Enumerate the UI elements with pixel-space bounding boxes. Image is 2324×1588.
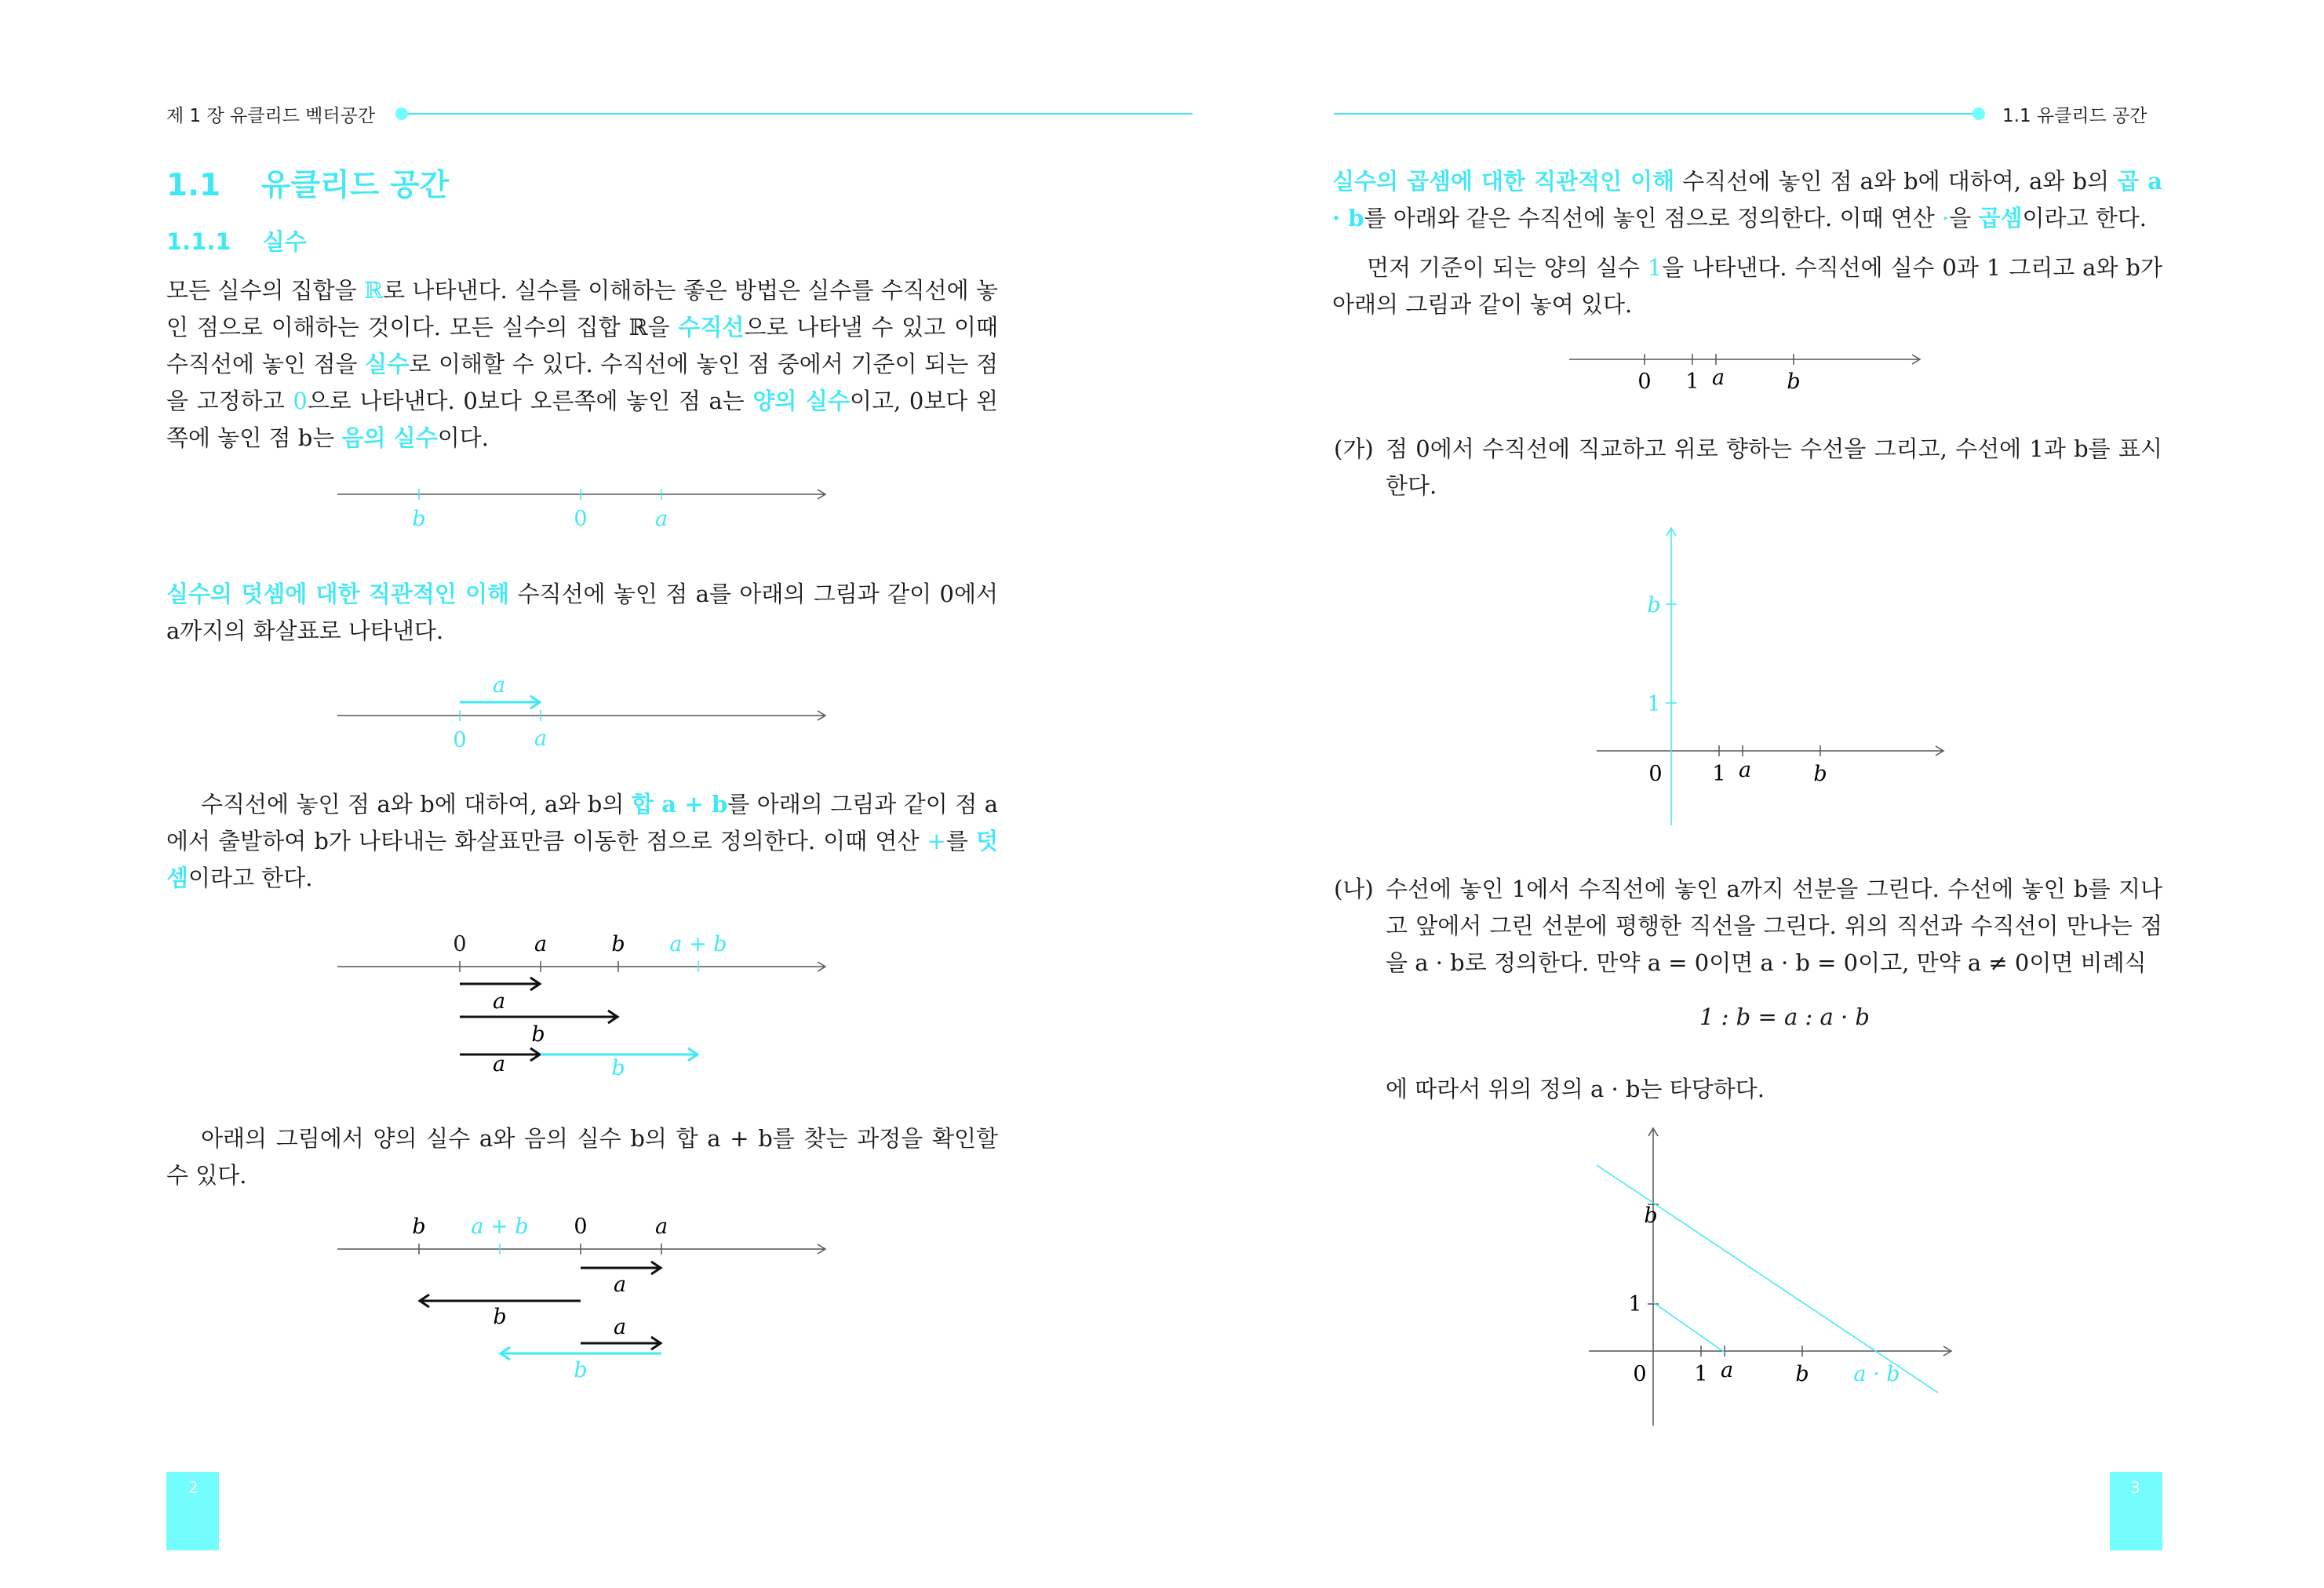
label-b: b [412, 507, 426, 531]
svg-text:a + b: a + b [471, 1215, 529, 1239]
svg-text:0: 0 [453, 728, 467, 752]
section-number: 1.1 [166, 168, 221, 203]
svg-text:a: a [534, 727, 548, 751]
header-dot-left [395, 107, 408, 120]
svg-text:b: b [1813, 762, 1827, 786]
paragraph-addition-intuition: 실수의 덧셈에 대한 직관적인 이해 수직선에 놓인 점 a를 아래의 그림과 같이 0에서 a까지의 화살표로 나타낸다. [166, 581, 998, 644]
svg-text:b: b [1795, 1362, 1809, 1386]
step-ga [1334, 431, 2162, 504]
svg-text:1: 1 [1628, 1292, 1642, 1317]
svg-text:1: 1 [1712, 762, 1726, 786]
header-dot-right [1972, 107, 1985, 120]
header-rule-right [0, 0, 1, 1]
svg-text:a: a [492, 989, 506, 1014]
svg-text:0: 0 [1648, 762, 1663, 786]
paragraph-real-numbers: 모든 실수의 집합을 ℝ로 나타낸다. 실수를 이해하는 좋은 방법은 실수를 수직선에 놓인 점으로 이해하는 것이다. 모든 실수의 집합 ℝ을 수직선으로 나타낼 수 있고 이때 수직선에 놓인 점을 실수로 이해할 수 있다. 수직선에 놓인 점 중에서 기준이 되는 점을 고정하고 0으로 나타낸다. 0보다 오른쪽에 놓인 점 a는 양의 실수이고, 0보다 왼쪽에 놓인 점 b는 음의 실수이다. [166, 277, 998, 451]
page-number-box-right [2110, 1472, 2162, 1550]
svg-text:b: b [611, 1056, 625, 1080]
svg-text:a: a [1738, 758, 1752, 782]
svg-text:1: 1 [1694, 1362, 1708, 1386]
subsection-number: 1.1.1 [166, 228, 231, 255]
multiplication-heading: 실수의 곱셈에 대한 직관적인 이해 [1332, 168, 1675, 195]
subsection-title: 실수 [262, 228, 307, 255]
step-ga-text: 점 0에서 수직선에 직교하고 위로 향하는 수선을 그리고, 수선에 1과 b를 표시한다. [1386, 435, 2162, 499]
label-zero: 0 [574, 507, 588, 531]
figure-vertical-axis [1593, 526, 1969, 840]
running-header-right: 1.1 유클리드 공간 [2002, 106, 2147, 126]
step-na [1334, 871, 2162, 982]
paragraph-negative-sum: 아래의 그림에서 양의 실수 a와 음의 실수 b의 합 a + b를 찾는 과정을 확인할 수 있다. [166, 1125, 998, 1189]
svg-text:a: a [613, 1273, 627, 1297]
figure-product-construction [1585, 1126, 1993, 1455]
svg-text:0: 0 [574, 1215, 588, 1239]
svg-text:a: a [492, 1052, 506, 1076]
page-number-box-left [166, 1472, 219, 1550]
svg-text:1: 1 [1647, 692, 1661, 716]
section-title: 유클리드 공간 [260, 168, 450, 203]
section-heading [166, 161, 449, 205]
page-number-right: 3 [2130, 1478, 2140, 1497]
step-na-text: 수선에 놓인 1에서 수직선에 놓인 a까지 선분을 그린다. 수선에 놓인 b를 지나고 앞에서 그린 선분에 평행한 직선을 그린다. 위의 직선과 수직선이 만나는 점을 a · b로 정의한다. 만약 a = 0이면 a · b = 0이고, 만약 a ≠ 0이면 비례식 [1386, 876, 2162, 976]
svg-text:a · b: a · b [1853, 1362, 1900, 1386]
page-number-left: 2 [188, 1478, 199, 1497]
svg-text:b: b [574, 1358, 588, 1382]
svg-text:0: 0 [453, 932, 467, 956]
figure-sum-construction [337, 930, 840, 1087]
step-na-marker: (나) [1334, 876, 1374, 902]
svg-text:b: b [493, 1305, 507, 1329]
paragraph-multiplication-intuition: 실수의 곱셈에 대한 직관적인 이해 수직선에 놓인 점 a와 b에 대하여, a와 b의 곱 a · b를 아래와 같은 수직선에 놓인 점으로 정의한다. 이때 연산 ·을 곱셈이라고 한다. [1332, 168, 2162, 231]
svg-text:a: a [1720, 1358, 1734, 1382]
svg-text:a: a [534, 932, 548, 956]
paragraph-justification: 에 따라서 위의 정의 a · b는 타당하다. [1386, 1076, 1765, 1102]
svg-text:b: b [611, 932, 625, 956]
subsection-heading [166, 224, 307, 257]
addition-heading: 실수의 덧셈에 대한 직관적인 이해 [166, 581, 510, 607]
svg-text:1: 1 [1685, 370, 1699, 394]
figure-number-line-0-1-a-b [1569, 345, 1946, 400]
svg-text:a: a [1711, 366, 1725, 390]
paragraph-sum-definition: 수직선에 놓인 점 a와 b에 대하여, a와 b의 합 a + b를 아래의 그림과 같이 점 a에서 출발하여 b가 나타내는 화살표만큼 이동한 점으로 정의한다. 이때 연산 +를 덧셈이라고 한다. [166, 791, 999, 891]
step-ga-marker: (가) [1334, 435, 1374, 462]
svg-text:0: 0 [1633, 1362, 1647, 1386]
svg-text:a: a [613, 1315, 627, 1339]
figure-number-line-basic [337, 483, 840, 545]
figure-arrow-zero-to-a [337, 673, 840, 761]
svg-text:b: b [412, 1215, 426, 1239]
svg-text:a: a [654, 1215, 668, 1239]
svg-text:b: b [1647, 593, 1661, 617]
svg-text:0: 0 [1637, 370, 1652, 394]
svg-text:b: b [1644, 1204, 1658, 1228]
svg-text:b: b [531, 1022, 545, 1047]
label-a: a [654, 507, 668, 531]
running-header-left: 제 1 장 유클리드 벡터공간 [166, 106, 376, 126]
svg-text:b: b [1787, 370, 1801, 394]
svg-text:a: a [492, 673, 506, 697]
svg-text:a + b: a + b [669, 932, 727, 956]
figure-negative-sum [337, 1212, 840, 1385]
proportion-equation: 1 : b = a : a · b [1699, 1003, 1870, 1030]
paragraph-unit-one: 먼저 기준이 되는 양의 실수 1을 나타낸다. 수직선에 실수 0과 1 그리고 a와 b가 아래의 그림과 같이 놓여 있다. [1332, 254, 2162, 318]
